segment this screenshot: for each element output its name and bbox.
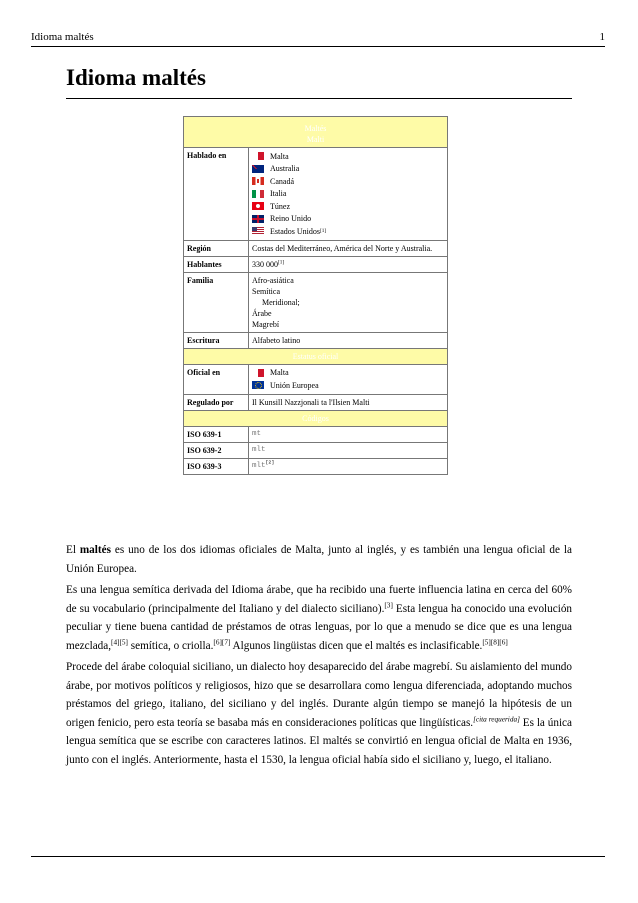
label-region: Región (184, 240, 249, 256)
flag-malta-icon (252, 369, 264, 377)
flag-eu-icon (252, 381, 264, 389)
country-item[interactable] (252, 225, 444, 238)
label-hablantes: Hablantes (184, 256, 249, 272)
citation-needed-link[interactable]: [cita requerida] (473, 714, 520, 723)
country-name: Canadá (270, 176, 294, 186)
row-iso3 (184, 458, 448, 474)
value-hablantes (249, 256, 448, 272)
row-hablado-en (184, 148, 448, 241)
country-name: Italia (270, 189, 287, 199)
reference-link[interactable]: [5][8][6] (482, 637, 508, 646)
infobox-header-name: Maltés (304, 124, 327, 133)
value-region: Costas del Mediterráneo, América del Norte y Australia. (249, 240, 448, 256)
country-name: Reino Unido (270, 214, 312, 224)
country-item[interactable] (252, 188, 444, 201)
flag-canada-icon (252, 177, 264, 185)
row-familia (184, 272, 448, 332)
label-iso3: ISO 639-3 (184, 458, 249, 474)
family-link[interactable]: Semítica (252, 286, 280, 296)
flag-usa-icon (252, 227, 264, 235)
section-official-status: Estatus oficial (184, 348, 448, 364)
text-run: El (66, 544, 80, 556)
label-familia: Familia (184, 272, 249, 332)
row-hablantes (184, 256, 448, 272)
country-name: Túnez (270, 201, 290, 211)
section-codes: Códigos (184, 410, 448, 426)
value-oficial-en (249, 364, 448, 394)
country-item[interactable] (252, 175, 444, 188)
flag-australia-icon (252, 165, 264, 173)
label-escritura: Escritura (184, 332, 249, 348)
country-name: Malta (270, 368, 289, 378)
title-divider (66, 98, 572, 99)
infobox-header-native: Malti (306, 135, 325, 144)
country-item[interactable] (252, 379, 444, 392)
value-iso1[interactable]: mt (249, 426, 448, 442)
reference-link[interactable]: [6][7] (213, 637, 231, 646)
footer-divider (31, 856, 605, 857)
page-title: Idioma maltés (66, 65, 206, 90)
flag-malta-icon (252, 152, 264, 160)
speakers-count: 330 000 (252, 259, 278, 269)
value-regulado-por[interactable]: Il Kunsill Nazzjonali ta l'Ilsien Malti (249, 394, 448, 410)
reference-link[interactable]: [1] (320, 228, 327, 235)
flag-tunisia-icon (252, 202, 264, 210)
family-link[interactable]: Afro-asiática (252, 275, 294, 285)
text-run: semítica, o criolla. (127, 639, 214, 652)
reference-link[interactable]: [1] (278, 258, 285, 265)
paragraph-intro (66, 541, 572, 578)
country-name: Estados Unidos (270, 226, 320, 236)
country-item[interactable] (252, 200, 444, 213)
family-link[interactable]: Magrebí (252, 319, 280, 329)
country-item[interactable] (252, 367, 444, 380)
text-run: Procede del árabe coloquial siciliano, un dialecto hoy desaparecido del árabe magrebí. Su aislamiento del mundo árabe, por motivos políticos y religiosos, hizo que se desarrollara como lengua diferenciada, adoptando muchos préstamos del griego, italiano, del siciliano y del inglés. Durante algún tiempo se manejó la hipótesis de un origen fenicio, pero esta teoría se basaba más en consideraciones políticas que lingüísticas. (66, 661, 572, 729)
running-head-title: Idioma maltés (31, 31, 94, 43)
country-item[interactable] (252, 213, 444, 226)
reference-link[interactable]: [4][5] (111, 637, 128, 646)
lead-term: maltés (79, 544, 111, 556)
row-iso2 (184, 442, 448, 458)
value-iso2[interactable]: mlt (249, 442, 448, 458)
row-oficial-en (184, 364, 448, 394)
row-escritura (184, 332, 448, 348)
family-link[interactable]: Meridional; (262, 297, 300, 307)
text-run: es uno de los dos idiomas oficiales de Malta, junto al inglés, y es también una lengua oficial de la Unión Europea. (66, 544, 572, 575)
header-divider (31, 46, 605, 47)
text-run: Esta lengua ha conocido una evolución peculiar y tiene buena cantidad de préstamos de otras lenguas, por lo que a menudo se dice que es una lengua mezclada, (66, 602, 572, 652)
label-iso2: ISO 639-2 (184, 442, 249, 458)
text-run: Es la única lengua semítica que se escribe con caracteres latinos. El maltés se convirtió en lengua oficial de Malta en 1936, junto con el inglés. Anteriormente, hasta el 1530, la lengua oficial había sido el siciliano y, luego, el italiano. (66, 716, 572, 766)
value-escritura[interactable]: Alfabeto latino (249, 332, 448, 348)
country-item[interactable] (252, 150, 444, 163)
label-oficial-en: Oficial en (184, 364, 249, 394)
paragraph-history (66, 658, 572, 769)
flag-uk-icon (252, 215, 264, 223)
country-name: Australia (270, 164, 300, 174)
country-name: Malta (270, 151, 289, 161)
iso3-code[interactable]: mlt (252, 461, 266, 470)
article-body (66, 541, 572, 772)
country-name: Unión Europea (270, 380, 319, 390)
row-iso1 (184, 426, 448, 442)
label-hablado-en: Hablado en (184, 148, 249, 241)
family-link[interactable]: Árabe (252, 308, 272, 318)
reference-link[interactable]: [3] (384, 600, 393, 609)
paragraph-origin (66, 581, 572, 655)
row-regulado-por (184, 394, 448, 410)
country-item[interactable] (252, 163, 444, 176)
page-number: 1 (599, 31, 605, 43)
value-iso3 (249, 458, 448, 474)
infobox (183, 116, 448, 475)
flag-italy-icon (252, 190, 264, 198)
row-region (184, 240, 448, 256)
text-run: Es una lengua semítica derivada del Idioma árabe, que ha recibido una fuerte influencia latina en cerca del 60% de su vocabulario (principalmente del Italiano y del dialecto siciliano). (66, 584, 572, 615)
value-hablado-en (249, 148, 448, 241)
value-familia (249, 272, 448, 332)
text-run: Algunos lingüistas dicen que el maltés es inclasificable. (230, 639, 483, 652)
running-head (31, 30, 605, 44)
reference-link[interactable]: [2] (265, 460, 275, 465)
infobox-header (184, 117, 448, 148)
label-regulado-por: Regulado por (184, 394, 249, 410)
label-iso1: ISO 639-1 (184, 426, 249, 442)
